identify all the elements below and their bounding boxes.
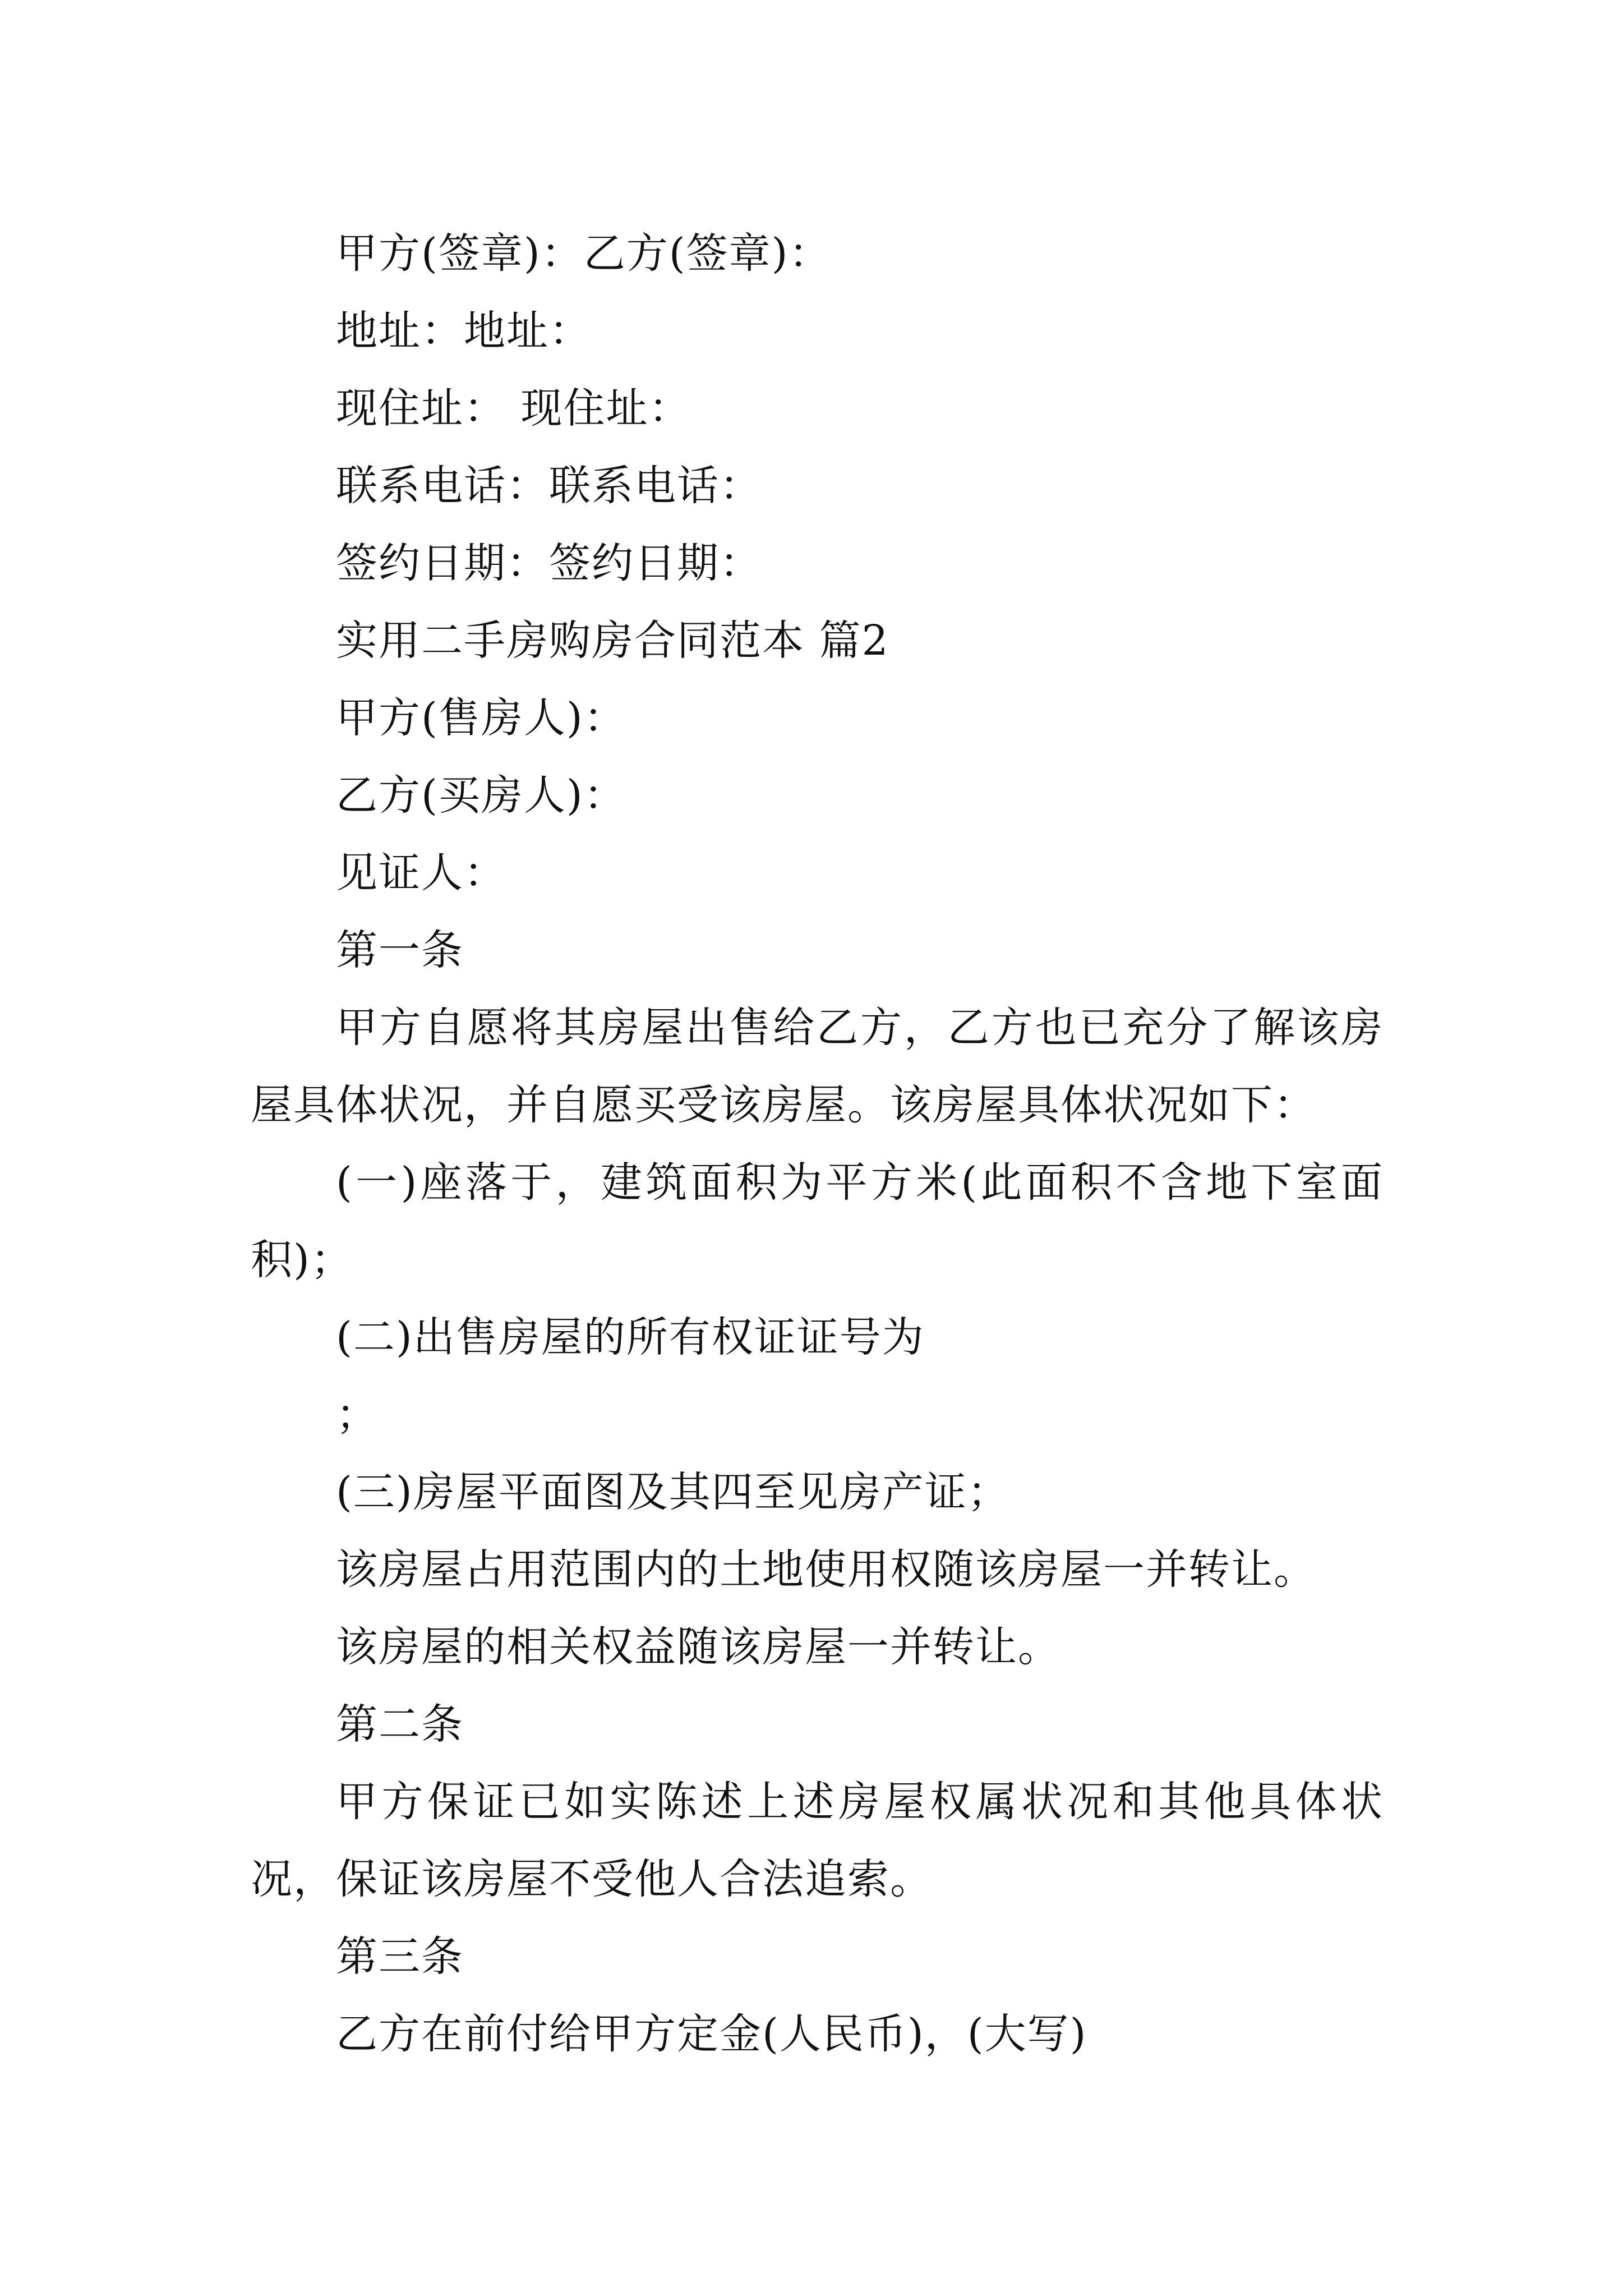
sign-date-line: 签约日期：签约日期： bbox=[336, 539, 762, 587]
address-line: 地址：地址： bbox=[336, 307, 592, 355]
seller-line: 甲方(售房人)： bbox=[336, 694, 626, 742]
article-2-heading: 第二条 bbox=[336, 1700, 464, 1749]
buyer-line: 乙方(买房人)： bbox=[336, 771, 626, 820]
article-3-line: 乙方在前付给甲方定金(人民币)，(大写) bbox=[336, 2010, 1087, 2058]
current-address-line: 现住址： 现住址： bbox=[336, 384, 691, 432]
rights-line: 该房屋的相关权益随该房屋一并转让。 bbox=[336, 1623, 1061, 1671]
item-1-paragraph: (一)座落于，建筑面积为平方米(此面积不含地下室面积)； bbox=[251, 1158, 1384, 1284]
phone-line: 联系电话：联系电话： bbox=[336, 462, 762, 510]
section-heading: 实用二手房购房合同范本 篇2 bbox=[336, 616, 889, 665]
witness-line: 见证人： bbox=[336, 849, 506, 897]
item-2-continuation: ； bbox=[336, 1391, 379, 1439]
item-3-line: (三)房屋平面图及其四至见房产证； bbox=[336, 1468, 1010, 1516]
article-1-paragraph: 甲方自愿将其房屋出售给乙方，乙方也已充分了解该房屋具体状况，并自愿买受该房屋。该房屋具体状况如下： bbox=[251, 1004, 1384, 1129]
item-2-line: (二)出售房屋的所有权证证号为 bbox=[336, 1313, 925, 1361]
document-body bbox=[251, 215, 1384, 2073]
article-2-paragraph: 甲方保证已如实陈述上述房屋权属状况和其他具体状况，保证该房屋不受他人合法追索。 bbox=[251, 1778, 1384, 1903]
signature-line: 甲方(签章)：乙方(签章)： bbox=[336, 229, 832, 278]
article-3-heading: 第三条 bbox=[336, 1932, 464, 1981]
land-use-line: 该房屋占用范围内的土地使用权随该房屋一并转让。 bbox=[336, 1545, 1316, 1594]
article-1-heading: 第一条 bbox=[336, 926, 464, 974]
